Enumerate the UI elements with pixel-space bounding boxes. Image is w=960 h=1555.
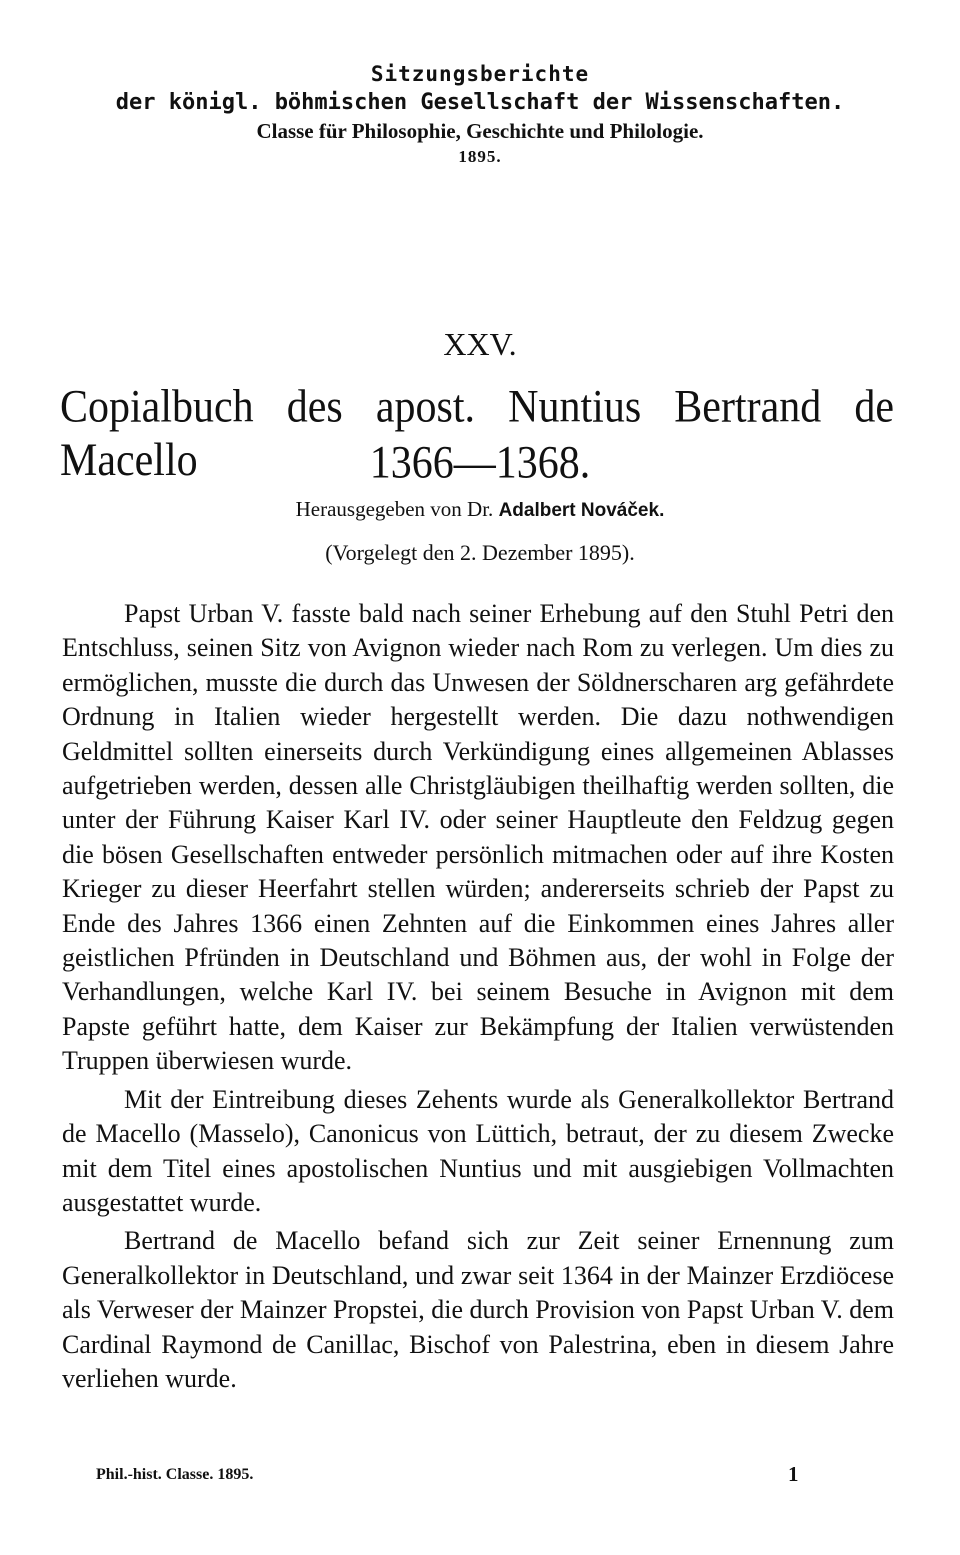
volume-year: 1895.	[458, 147, 502, 166]
article-title-line2: 1366—1368.	[369, 437, 591, 489]
paragraph-2: Mit der Eintreibung dieses Zehents wurde als Generalkollektor Bertrand de Macello (Masselo), Canonicus von Lüttich, betraut, der zu diesem Zwecke mit dem Titel eines apostolischen Nuntius und mit ausgiebigen Vollmachten ausgestattet wurde.	[62, 1084, 894, 1217]
society-name: der königl. böhmischen Gesellschaft der Wissenschaften.	[115, 90, 845, 115]
editor-line	[0, 497, 960, 522]
class-name: Classe für Philosophie, Geschichte und Philologie.	[256, 119, 704, 143]
page-number: 1	[788, 1462, 799, 1486]
series-title: Sitzungsberichte	[370, 62, 590, 86]
article-number: XXV.	[443, 326, 517, 362]
editor-name: Adalbert Nováček.	[498, 500, 665, 521]
body-text	[62, 597, 894, 1396]
editor-prefix: Herausgegeben von Dr.	[295, 497, 494, 521]
paragraph-3: Bertrand de Macello befand sich zur Zeit seiner Ernennung zum Generalkollektor in Deutschland, und zwar seit 1364 in der Mainzer Erzdiöcese als Verweser der Mainzer Propstei, die durch Provision von Papst Urban V. dem Cardinal Raymond de Canillac, Bischof von Palestrina, eben in diesem Jahre verliehen wurde.	[62, 1226, 894, 1393]
footer-section: Phil.-hist. Classe. 1895.	[96, 1466, 254, 1483]
paragraph-1: Papst Urban V. fasste bald nach seiner Erhebung auf den Stuhl Petri den Entschluss, seinen Sitz von Avignon wieder nach Rom zu verlegen. Um dies zu ermöglichen, musste die durch das Unwesen der Söldnerscharen arg gefährdete Ordnung in Italien wieder hergestellt werden. Die dazu nothwendigen Geldmittel sollten einerseits durch Verkündigung eines allgemeinen Ablasses aufgetrieben werden, dessen alle Christgläubigen theilhaftig werden sollten, die unter der Führung Kaiser Karl IV. oder seiner Hauptleute den Feldzug gegen die bösen Gesellschaften entweder persönlich mitmachen oder auf ihre Kosten Krieger zu dieser Heerfahrt stellen würden; andererseits schrieb der Papst zu Ende des Jahres 1366 einen Zehnten auf die Einkommen eines Jahres aller geistlichen Pfründen in Deutschland und Böhmen aus, der wohl in Folge der Verhandlungen, welche Karl IV. bei seinem Besuche in Avignon mit dem Papste geführt hatte, dem Kaiser zur Bekämpfung der Italien verwüstenden Truppen überwiesen wurde.	[62, 599, 894, 1076]
article-title-line1: Copialbuch des apost. Nuntius Bertrand de Macello	[60, 381, 894, 487]
presentation-date: (Vorgelegt den 2. Dezember 1895).	[325, 540, 635, 565]
